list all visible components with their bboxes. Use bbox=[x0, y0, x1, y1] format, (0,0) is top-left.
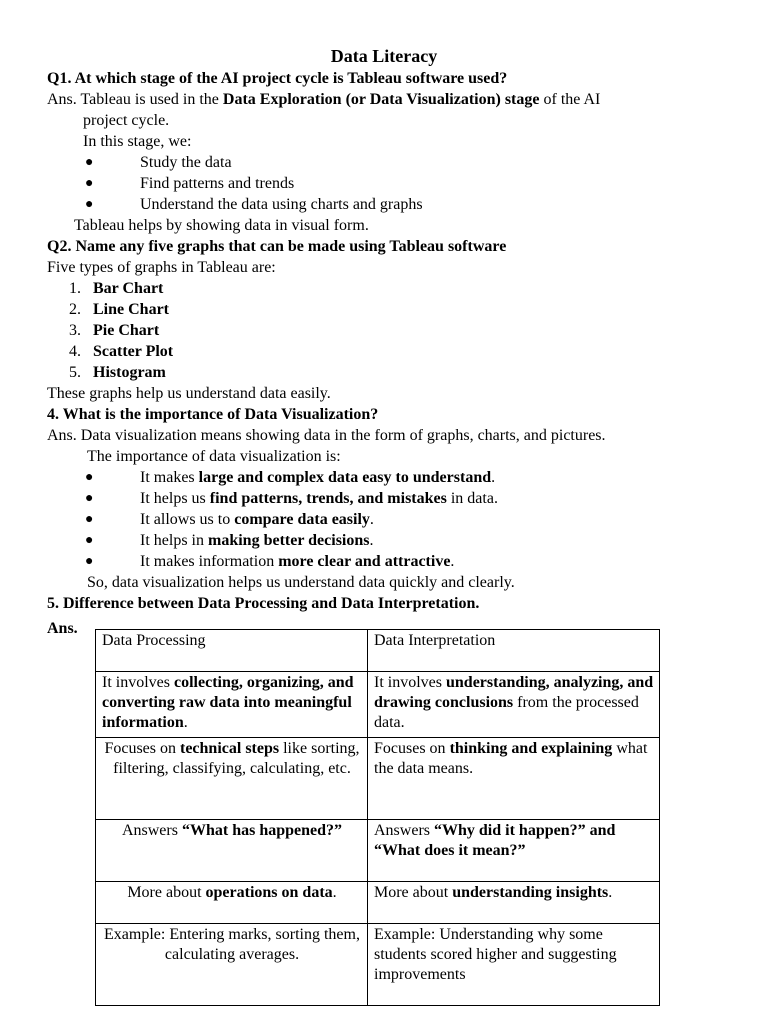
list-item-text: Study the data bbox=[140, 154, 232, 171]
answer-1-suffix: of the AI bbox=[539, 91, 601, 108]
list-number: 1. bbox=[69, 280, 81, 297]
list-item bbox=[47, 488, 727, 509]
list-item-text: It allows us to bbox=[140, 511, 235, 528]
list-item-text: . bbox=[491, 469, 496, 486]
list-item bbox=[47, 551, 727, 572]
list-item bbox=[47, 341, 727, 362]
cell-text: what the data means. bbox=[374, 740, 648, 777]
list-item-text: Line Chart bbox=[93, 301, 169, 318]
bullet-icon: ● bbox=[85, 554, 94, 569]
list-item bbox=[47, 509, 727, 530]
list-item-bold: compare data easily bbox=[234, 511, 370, 528]
q2-graph-list bbox=[47, 278, 727, 383]
table-cell bbox=[368, 820, 660, 882]
q4-bullet-list bbox=[47, 467, 727, 572]
cell-text: Focuses on bbox=[374, 740, 450, 757]
answer-5-label: Ans. bbox=[47, 620, 78, 637]
list-item-bold: more clear and attractive bbox=[278, 553, 451, 570]
cell-text: . bbox=[608, 884, 613, 901]
list-item bbox=[47, 530, 727, 551]
list-item bbox=[47, 320, 727, 341]
cell-text: More about bbox=[374, 884, 453, 901]
page-title: Data Literacy bbox=[330, 46, 438, 66]
list-item-text: It helps in bbox=[140, 532, 208, 549]
bullet-icon: ● bbox=[85, 155, 94, 170]
answer-2-intro: Five types of graphs in Tableau are: bbox=[47, 259, 276, 276]
list-item-text: in data. bbox=[446, 490, 498, 507]
table-row bbox=[96, 924, 660, 1006]
table-cell bbox=[368, 924, 660, 1006]
answer-1-continued: project cycle. bbox=[83, 112, 170, 129]
list-item bbox=[47, 362, 727, 383]
list-item-text: Scatter Plot bbox=[93, 343, 174, 360]
cell-bold: “What has happened?” bbox=[181, 822, 343, 839]
list-item-bold: large and complex data easy to understand bbox=[198, 469, 492, 486]
bullet-icon: ● bbox=[85, 470, 94, 485]
cell-text: . bbox=[332, 884, 337, 901]
list-number: 4. bbox=[69, 343, 81, 360]
answer-1-prefix: Ans. Tableau is used in the bbox=[47, 91, 223, 108]
table-cell bbox=[96, 672, 368, 738]
list-item-text: It makes information bbox=[140, 553, 279, 570]
list-item-text: Bar Chart bbox=[93, 280, 164, 297]
table-row bbox=[96, 820, 660, 882]
comparison-table bbox=[95, 629, 660, 1006]
list-item-text: Understand the data using charts and graphs bbox=[140, 196, 423, 213]
list-item-text: . bbox=[450, 553, 455, 570]
table-cell bbox=[96, 820, 368, 882]
list-item-text: Histogram bbox=[93, 364, 166, 381]
answer-1-bold: Data Exploration (or Data Visualization) stage bbox=[222, 91, 540, 108]
list-item bbox=[47, 173, 727, 194]
bullet-icon: ● bbox=[85, 176, 94, 191]
list-item-text: It makes bbox=[140, 469, 199, 486]
list-item bbox=[47, 467, 727, 488]
list-number: 5. bbox=[69, 364, 81, 381]
list-item-text: . bbox=[369, 532, 374, 549]
cell-text: More about bbox=[127, 884, 206, 901]
list-item bbox=[47, 194, 727, 215]
cell-bold: operations on data bbox=[205, 884, 333, 901]
document bbox=[47, 44, 727, 983]
bullet-icon: ● bbox=[85, 197, 94, 212]
cell-text: Example: Entering marks, sorting them, calculating averages. bbox=[104, 926, 360, 963]
cell-bold: thinking and explaining bbox=[449, 740, 613, 757]
table-row bbox=[96, 882, 660, 924]
bullet-icon: ● bbox=[85, 491, 94, 506]
answer-1-closing: Tableau helps by showing data in visual form. bbox=[74, 217, 369, 234]
cell-bold: “Why did it happen?” and “What does it mean?” bbox=[374, 822, 616, 859]
list-item-text: Find patterns and trends bbox=[140, 175, 295, 192]
table-cell bbox=[96, 738, 368, 820]
cell-bold: understanding insights bbox=[452, 884, 609, 901]
table-header-cell: Data Interpretation bbox=[368, 630, 660, 672]
list-item bbox=[47, 299, 727, 320]
question-5: 5. Difference between Data Processing and Data Interpretation. bbox=[47, 595, 480, 612]
cell-text: It involves bbox=[374, 674, 446, 691]
cell-text: like sorting, filtering, classifying, calculating, etc. bbox=[113, 740, 360, 777]
list-item bbox=[47, 278, 727, 299]
cell-text: . bbox=[183, 714, 188, 731]
list-item-bold: find patterns, trends, and mistakes bbox=[209, 490, 447, 507]
table-cell bbox=[368, 672, 660, 738]
list-item-bold: making better decisions bbox=[208, 532, 370, 549]
cell-text: from the processed data. bbox=[374, 694, 639, 731]
cell-bold: understanding, analyzing, and drawing conclusions bbox=[374, 674, 654, 711]
table-cell bbox=[368, 882, 660, 924]
table-header-row bbox=[96, 630, 660, 672]
cell-text: Example: Understanding why some students scored higher and suggesting improvements bbox=[374, 926, 617, 983]
table-header-cell: Data Processing bbox=[96, 630, 368, 672]
list-item-text: It helps us bbox=[140, 490, 210, 507]
table-cell bbox=[368, 738, 660, 820]
answer-1-intro: In this stage, we: bbox=[83, 133, 192, 150]
table-cell bbox=[96, 882, 368, 924]
q1-bullet-list bbox=[47, 152, 727, 215]
cell-bold: collecting, organizing, and converting raw data into meaningful information bbox=[102, 674, 354, 731]
list-number: 3. bbox=[69, 322, 81, 339]
bullet-icon: ● bbox=[85, 512, 94, 527]
cell-text: Focuses on bbox=[104, 740, 180, 757]
cell-text: Answers bbox=[374, 822, 434, 839]
table-row bbox=[96, 672, 660, 738]
list-item bbox=[47, 152, 727, 173]
list-item-text: Pie Chart bbox=[93, 322, 160, 339]
table-row bbox=[96, 738, 660, 820]
table-cell bbox=[96, 924, 368, 1006]
answer-4: Ans. Data visualization means showing data in the form of graphs, charts, and pictures. bbox=[47, 427, 606, 444]
question-2: Q2. Name any five graphs that can be made using Tableau software bbox=[47, 238, 507, 255]
answer-1 bbox=[47, 89, 727, 110]
answer-4-intro: The importance of data visualization is: bbox=[87, 448, 341, 465]
cell-text: It involves bbox=[102, 674, 174, 691]
cell-text: Answers bbox=[121, 822, 182, 839]
question-1: Q1. At which stage of the AI project cycle is Tableau software used? bbox=[47, 70, 508, 87]
answer-2-closing: These graphs help us understand data easily. bbox=[47, 385, 331, 402]
question-4: 4. What is the importance of Data Visualization? bbox=[47, 406, 379, 423]
answer-4-closing: So, data visualization helps us understand data quickly and clearly. bbox=[87, 574, 515, 591]
list-item-text: . bbox=[369, 511, 374, 528]
list-number: 2. bbox=[69, 301, 81, 318]
bullet-icon: ● bbox=[85, 533, 94, 548]
cell-bold: technical steps bbox=[180, 740, 280, 757]
